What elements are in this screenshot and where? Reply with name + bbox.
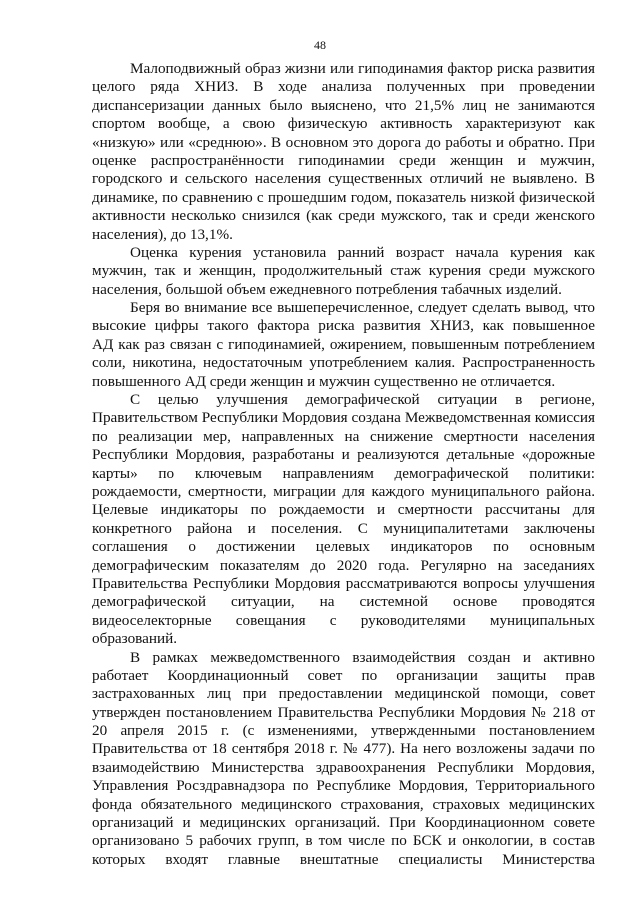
text-line: Республики Мордовия, разработаны и реализуются детальные «дорожные — [92, 446, 595, 464]
text-line: 20 апреля 2015 г. (с изменениями, утвержденными постановлением — [92, 722, 595, 740]
text-line: карты» по ключевым направлениям демографической политики: — [92, 464, 595, 482]
text-line: населения, большой объем ежедневного потребления табачных изделий. — [92, 280, 562, 298]
text-line: рождаемости, смертности, миграции для каждого муниципального района. — [92, 482, 595, 500]
text-line: Целевые индикаторы по рождаемости и смертности рассчитаны для — [92, 501, 595, 519]
text-line: населения), до 13,1%. — [92, 225, 233, 243]
text-line: видеоселекторные совещания с руководителями муниципальных — [92, 611, 595, 629]
text-line: взаимодействию Министерства здравоохранения Республики Мордовия, — [92, 758, 595, 776]
text-line: оценке распространённости гиподинамии среди женщин и мужчин, — [92, 151, 595, 169]
text-line: застрахованных лиц при предоставлении медицинской помощи, совет — [92, 685, 595, 703]
text-line: конкретного района и поселения. С муниципалитетами заключены — [92, 519, 595, 537]
text-line: организаций и медицинских организаций. При Координационном совете — [92, 814, 595, 832]
text-line: В рамках межведомственного взаимодействия создан и активно — [130, 648, 595, 666]
text-line: соли, никотина, недостаточным употреблением калия. Распространенность — [92, 354, 595, 372]
text-line: активности несколько снизился (как среди мужского, так и среди женского — [92, 207, 595, 225]
text-line: спортом вообще, а свою физическую активность характеризуют как — [92, 115, 595, 133]
text-line: диспансеризации данных было выяснено, что 21,5% лиц не занимаются — [92, 96, 595, 114]
text-line: образований. — [92, 630, 178, 648]
page-number: 48 — [314, 38, 326, 52]
text-line: повышенного АД среди женщин и мужчин существенно не отличается. — [92, 372, 556, 390]
text-line: Беря во внимание все вышеперечисленное, следует сделать вывод, что — [130, 299, 595, 317]
text-line: работает Координационный совет по организации защиты прав — [92, 666, 595, 684]
text-line: Малоподвижный образ жизни или гиподинамия фактор риска развития — [130, 60, 595, 77]
text-line: динамике, по сравнению с прошедшим годом, показатель низкой физической — [92, 188, 595, 206]
text-line: Правительством Республики Мордовия создана Межведомственная комиссия — [92, 409, 595, 427]
text-line: Управления Росздравнадзора по Республике Мордовия, Территориального — [92, 777, 595, 795]
text-line: демографической ситуации, на системной основе проводятся — [92, 593, 595, 611]
text-line: которых входят главные внештатные специалисты Министерства — [92, 850, 595, 868]
text-line: утвержден постановлением Правительства Республики Мордовия № 218 от — [92, 703, 595, 721]
text-line: Правительства от 18 сентября 2018 г. № 477). На него возложены задачи по — [92, 740, 595, 758]
text-line: «низкую» или «среднюю». В основном это дорога до работы и обратно. При — [92, 133, 595, 151]
text-line: С целью улучшения демографической ситуации в регионе, — [130, 391, 595, 409]
text-line: АД как раз связан с гиподинамией, ожирением, повышенным потреблением — [92, 335, 595, 353]
document-body — [92, 60, 595, 869]
text-line: Правительства Республики Мордовия рассматриваются вопросы улучшения — [92, 574, 595, 592]
text-line: высокие цифры такого фактора риска развития ХНИЗ, как повышенное — [92, 317, 595, 335]
text-line: фонда обязательного медицинского страхования, страховых медицинских — [92, 795, 595, 813]
text-line: соглашения о достижении целевых индикаторов по основным — [92, 538, 595, 556]
text-line: демографическим показателям до 2020 года. Регулярно на заседаниях — [92, 556, 595, 574]
text-line: организовано 5 рабочих групп, в том числе по БСК и онкологии, в состав — [92, 832, 595, 850]
text-line: целого ряда ХНИЗ. В ходе анализа полученных при проведении — [92, 78, 595, 96]
text-line: городского и сельского населения существенных отличий не выявлено. В — [92, 170, 595, 188]
text-line: мужчин, так и женщин, продолжительный стаж курения среди мужского — [92, 262, 595, 280]
text-line: по реализации мер, направленных на снижение смертности населения — [92, 427, 595, 445]
text-line: Оценка курения установила ранний возраст начала курения как — [130, 243, 595, 261]
